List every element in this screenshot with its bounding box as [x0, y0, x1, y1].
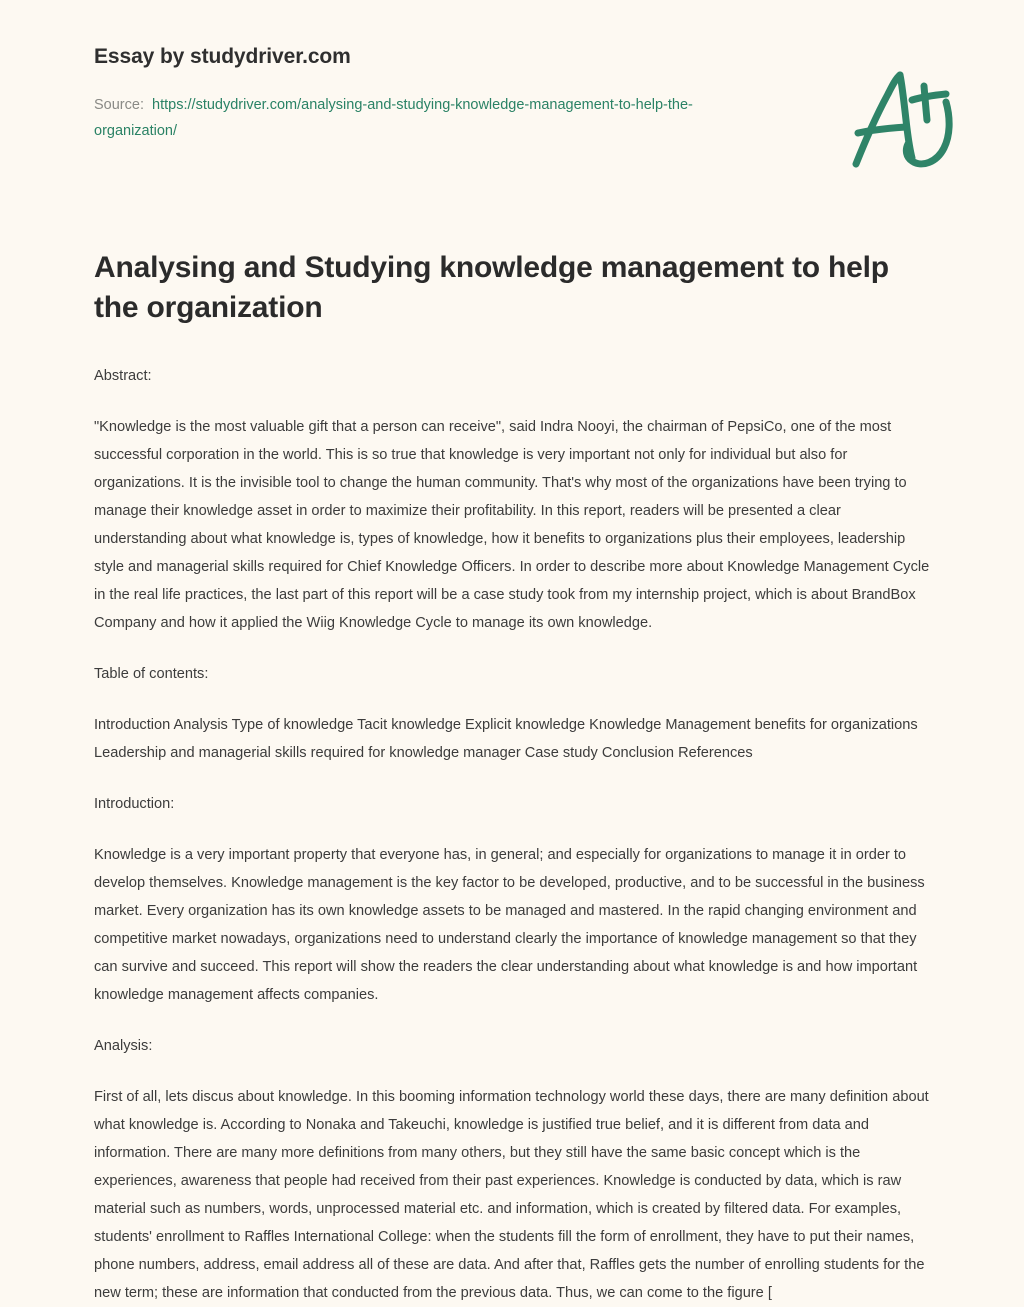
- brand-title: Essay by studydriver.com: [94, 45, 351, 68]
- source-label: Source:: [94, 97, 144, 113]
- section-body-analysis: First of all, lets discus about knowledge. In this booming information technology world these days, there are many definition about what knowledge is. According to Nonaka and Takeuchi, knowledge is justified true belief, and it is different from data and information. There are many more definitions from many others, but they still have the same basic concept which is the experiences, awareness that people had received from their past experiences. Knowledge is conducted by data, which is raw material such as numbers, words, unprocessed material etc. and information, which is created by filtered data. For examples, students' enrollment to Raffles International College: when the students fill the form of enrollment, they have to put their names, phone numbers, address, email address all of these are data. And after that, Raffles gets the number of enrolling students for the new term; these are information that conducted from the previous data. Thus, we can come to the figure [: [94, 1089, 929, 1301]
- source-line: [94, 92, 754, 144]
- section-body-introduction: Knowledge is a very important property that everyone has, in general; and especially for organizations to manage it in order to develop themselves. Knowledge management is the key factor to be developed, productive, and to be successful in the business market. Every organization has its own knowledge assets to be managed and mastered. In the rapid changing environment and competitive market nowadays, organizations need to understand clearly the importance of knowledge management so that they can survive and succeed. This report will show the readers the clear understanding about what knowledge is and how important knowledge management affects companies.: [94, 847, 925, 1003]
- a-plus-logo-svg: [836, 58, 966, 178]
- section-label-introduction: Introduction:: [94, 796, 175, 812]
- section-label-abstract: Abstract:: [94, 368, 152, 384]
- a-plus-logo-icon: [836, 58, 966, 178]
- article-body: [94, 248, 934, 1307]
- page-title: Analysing and Studying knowledge management to help the organization: [94, 251, 889, 324]
- section-label-table-of-contents: Table of contents:: [94, 666, 209, 682]
- source-url-link[interactable]: https://studydriver.com/analysing-and-studying-knowledge-management-to-help-the-organization/: [94, 97, 693, 139]
- section-label-analysis: Analysis:: [94, 1038, 153, 1054]
- section-body-table-of-contents: Introduction Analysis Type of knowledge Tacit knowledge Explicit knowledge Knowledge Management benefits for organizations Leadership and managerial skills required for knowledge manager Case study Conclusion References: [94, 717, 918, 761]
- section-body-abstract: "Knowledge is the most valuable gift that a person can receive", said Indra Nooyi, the chairman of PepsiCo, one of the most successful corporation in the world. This is so true that knowledge is very important not only for individual but also for organizations. It is the invisible tool to change the human community. That's why most of the organizations have been trying to manage their knowledge asset in order to maximize their profitability. In this report, readers will be presented a clear understanding about what knowledge is, types of knowledge, how it benefits to organizations plus their employees, leadership style and managerial skills required for Chief Knowledge Officers. In order to describe more about Knowledge Management Cycle in the real life practices, the last part of this report will be a case study took from my internship project, which is about BrandBox Company and how it applied the Wiig Knowledge Cycle to manage its own knowledge.: [94, 419, 930, 631]
